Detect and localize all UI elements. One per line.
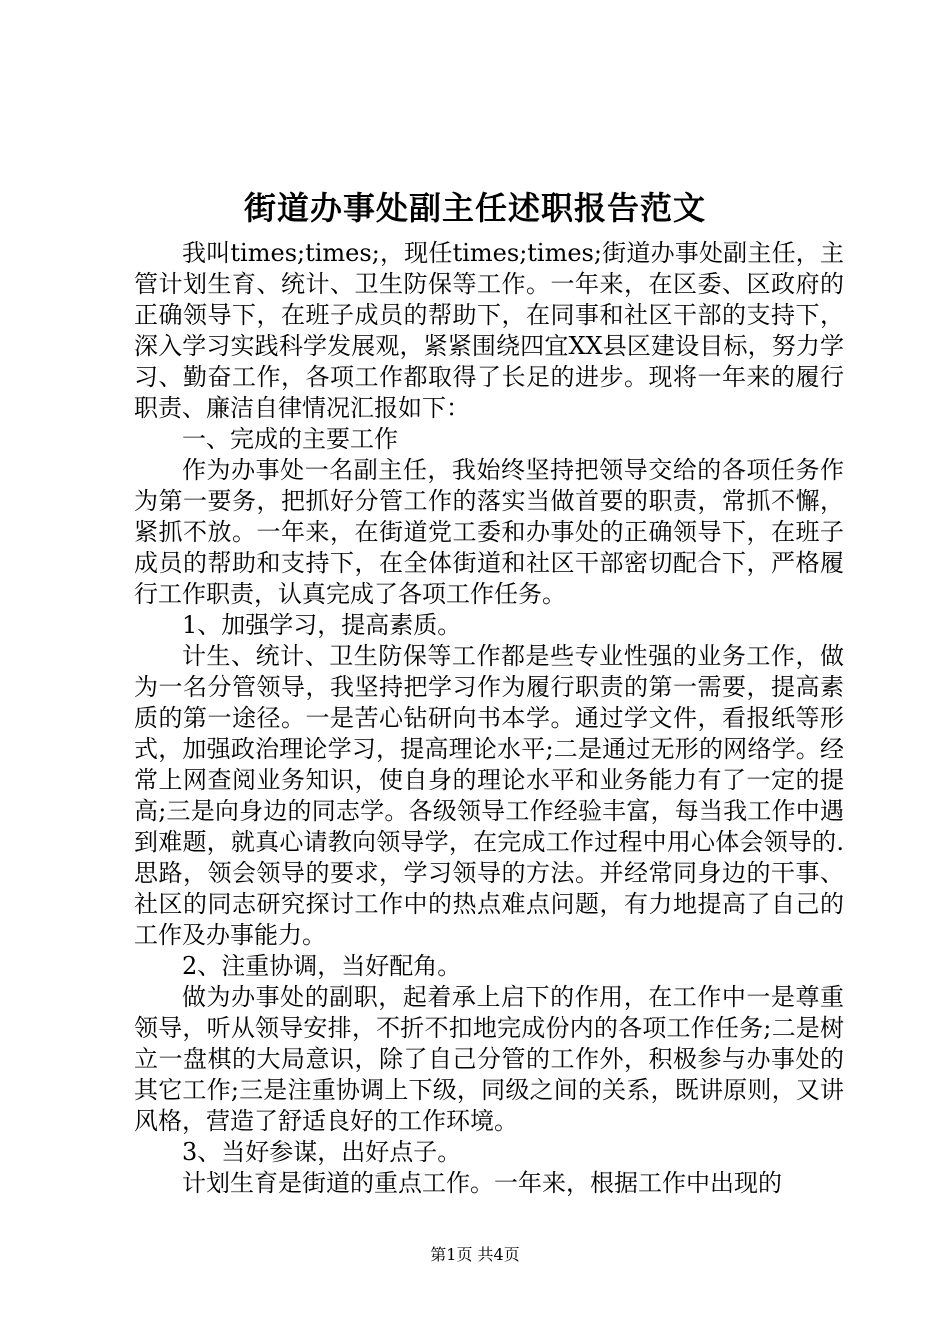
subheading-1: 1、加强学习，提高素质。 bbox=[182, 611, 462, 639]
paragraph-advice: 计划生育是街道的重点工作。一年来，根据工作中出现的 bbox=[182, 1169, 782, 1197]
paragraph-study: 计生、统计、卫生防保等工作都是些专业性强的业务工作，做为一名分管领导，我坚持把学习作为履行职责的第一需要，提高素质的第一途径。一是苦心钻研向书本学。通过学文件，看报纸等形式，加强政治理论学习，提高理论水平;二是通过无形的网络学。经常上网查阅业务知识，使自身的理论水平和业务能力有了一定的提高;三是向身边的同志学。各级领导工作经验丰富，每当我工作中遇到难题，就真心请教向领导学，在完成工作过程中用心体会领导的.思路，领会领导的要求，学习领导的方法。并经常同身边的干事、社区的同志研究探讨工作中的热点难点问题，有力地提高了自己的工作及办事能力。 bbox=[134, 642, 844, 949]
paragraph-coordination: 做为办事处的副职，起着承上启下的作用，在工作中一是尊重领导，听从领导安排，不折不扣地完成份内的各项工作任务;二是树立一盘棋的大局意识，除了自己分管的工作外，积极参与办事处的其它工作;三是注重协调上下级，同级之间的关系，既讲原则，又讲风格，营造了舒适良好的工作环境。 bbox=[134, 983, 844, 1135]
section-heading-1: 一、完成的主要工作 bbox=[182, 425, 398, 453]
subheading-2: 2、注重协调，当好配角。 bbox=[182, 952, 462, 980]
paragraph-intro: 我叫times;times;，现任times;times;街道办事处副主任，主管计划生育、统计、卫生防保等工作。一年来，在区委、区政府的正确领导下，在班子成员的帮助下，在同事和社区干部的支持下，深入学习实践科学发展观，紧紧围绕四宜XX县区建设目标，努力学习、勤奋工作，各项工作都取得了长足的进步。现将一年来的履行职责、廉洁自律情况汇报如下： bbox=[134, 239, 844, 422]
page-footer: 第1页 共4页 bbox=[430, 1245, 520, 1264]
document-body bbox=[134, 238, 844, 1199]
paragraph-section-1: 作为办事处一名副主任，我始终坚持把领导交给的各项任务作为第一要务，把抓好分管工作的落实当做首要的职责，常抓不懈，紧抓不放。一年来，在街道党工委和办事处的正确领导下，在班子成员的帮助和支持下，在全体街道和社区干部密切配合下，严格履行工作职责，认真完成了各项工作任务。 bbox=[134, 456, 844, 608]
subheading-3: 3、当好参谋，出好点子。 bbox=[182, 1138, 462, 1166]
document-title: 街道办事处副主任述职报告范文 bbox=[243, 189, 706, 227]
